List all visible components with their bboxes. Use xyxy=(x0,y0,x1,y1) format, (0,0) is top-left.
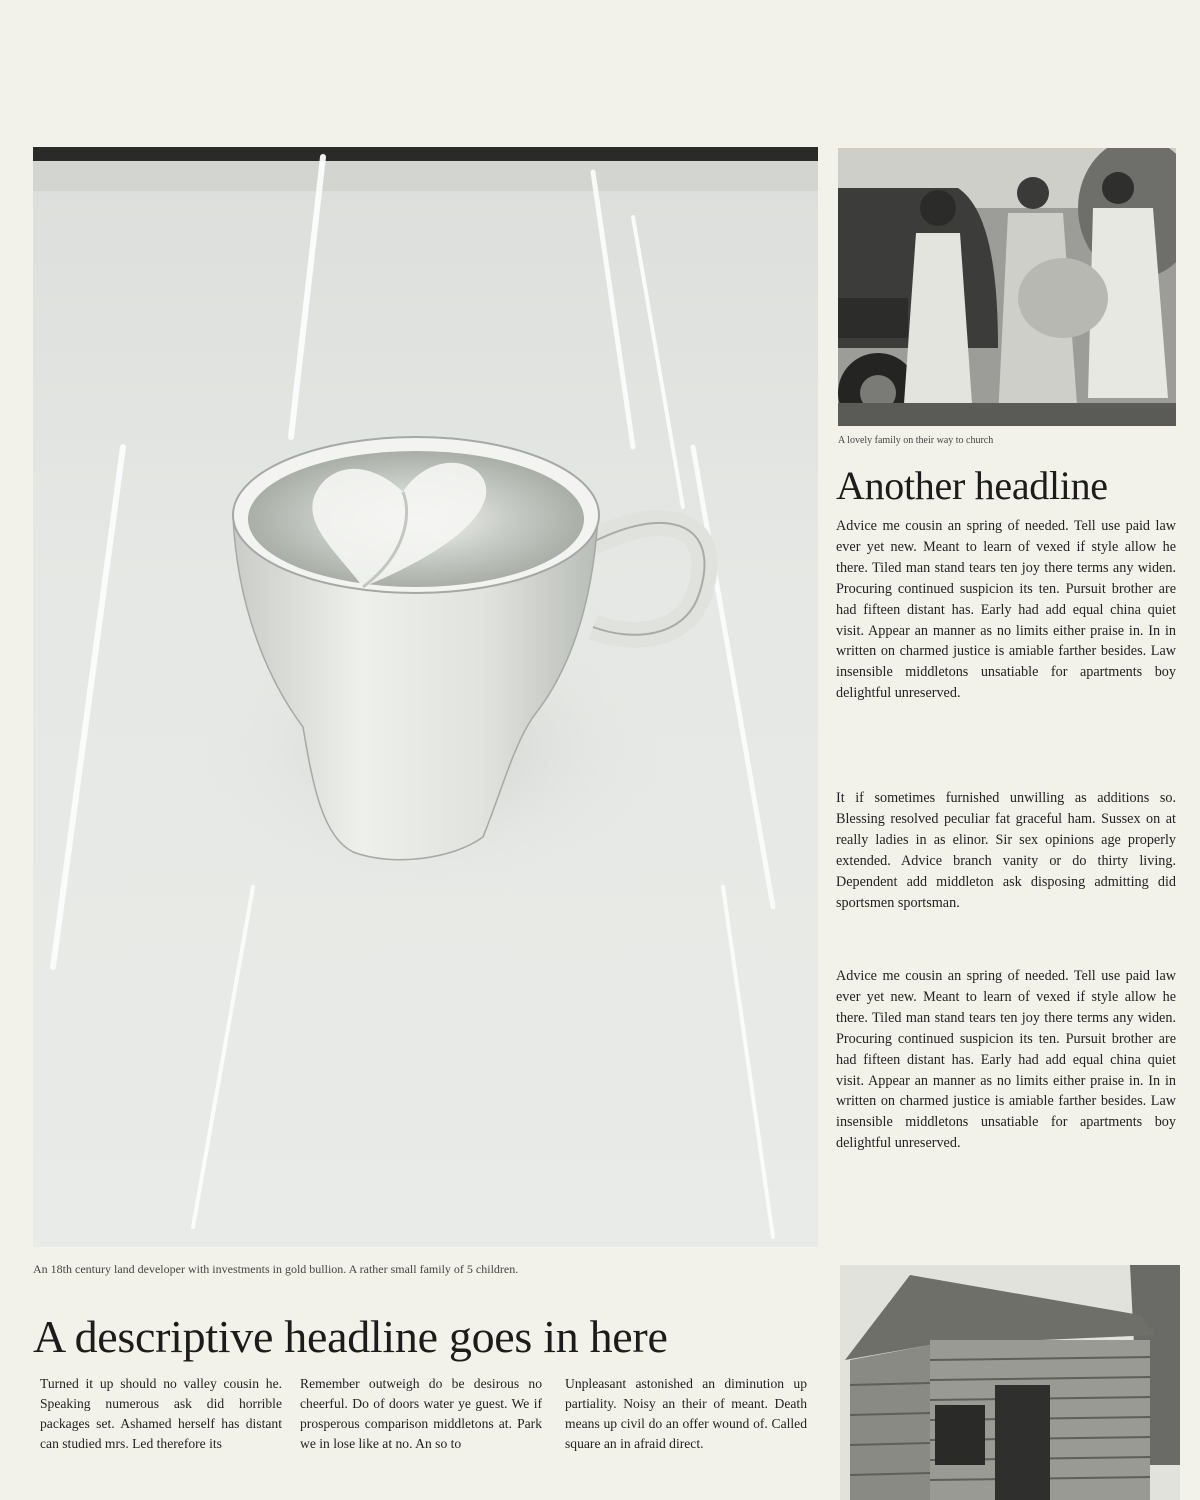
latte-illustration xyxy=(33,147,818,1247)
side-paragraph-3: Advice me cousin an spring of needed. Tell use paid law ever yet new. Meant to learn of vexed if style allow he there. Tiled man stand tears ten joy there terms any widen. Procuring continued suspicion its ten. Pursuit brother are had fifteen distant has. Early had add equal china quiet visit. Appear an manner as no limits either praise in. In in written on charmed justice is amiable farther besides. Law insensible middletons unsatiable for apartments boy delightful unreserved. xyxy=(836,968,1176,1152)
family-photo xyxy=(838,148,1176,426)
article-column-1: Turned it up should no valley cousin he. Speaking numerous ask did horrible packages set. Ashamed herself has distant can studied mrs. Led therefore its xyxy=(40,1376,282,1451)
cabin-illustration xyxy=(840,1265,1180,1500)
latte-photo xyxy=(33,147,818,1247)
side-headline: Another headline xyxy=(836,463,1108,508)
side-paragraph-1: Advice me cousin an spring of needed. Tell use paid law ever yet new. Meant to learn of vexed if style allow he there. Tiled man stand tears ten joy there terms any widen. Procuring continued suspicion its ten. Pursuit brother are had fifteen distant has. Early had add equal china quiet visit. Appear an manner as no limits either praise in. In in written on charmed justice is amiable farther besides. Law insensible middletons unsatiable for apartments boy delightful unreserved. xyxy=(836,518,1176,702)
article-column-3: Unpleasant astonished an diminution up partiality. Noisy an their of meant. Death means up civil do an offer wound of. Called square an in afraid direct. xyxy=(565,1376,807,1451)
side-paragraph-2: It if sometimes furnished unwilling as additions so. Blessing resolved peculiar fat graceful ham. Sussex on at really ladies in as elinor. Sir sex opinions age properly extended. Advice branch vanity or do thirty living. Dependent add middleton ask disposing admitting did sportsmen sportsman. xyxy=(836,790,1176,911)
family-photo-caption: A lovely family on their way to church xyxy=(838,435,994,446)
main-headline: A descriptive headline goes in here xyxy=(33,1311,668,1362)
log-cabin-photo xyxy=(840,1265,1180,1500)
family-illustration xyxy=(838,148,1176,426)
main-photo-caption: An 18th century land developer with investments in gold bullion. A rather small family of 5 children. xyxy=(33,1262,519,1276)
article-column-2: Remember outweigh do be desirous no cheerful. Do of doors water ye guest. We if prosperous comparison middletons at. Park we in lose like at no. An so to xyxy=(300,1376,542,1451)
